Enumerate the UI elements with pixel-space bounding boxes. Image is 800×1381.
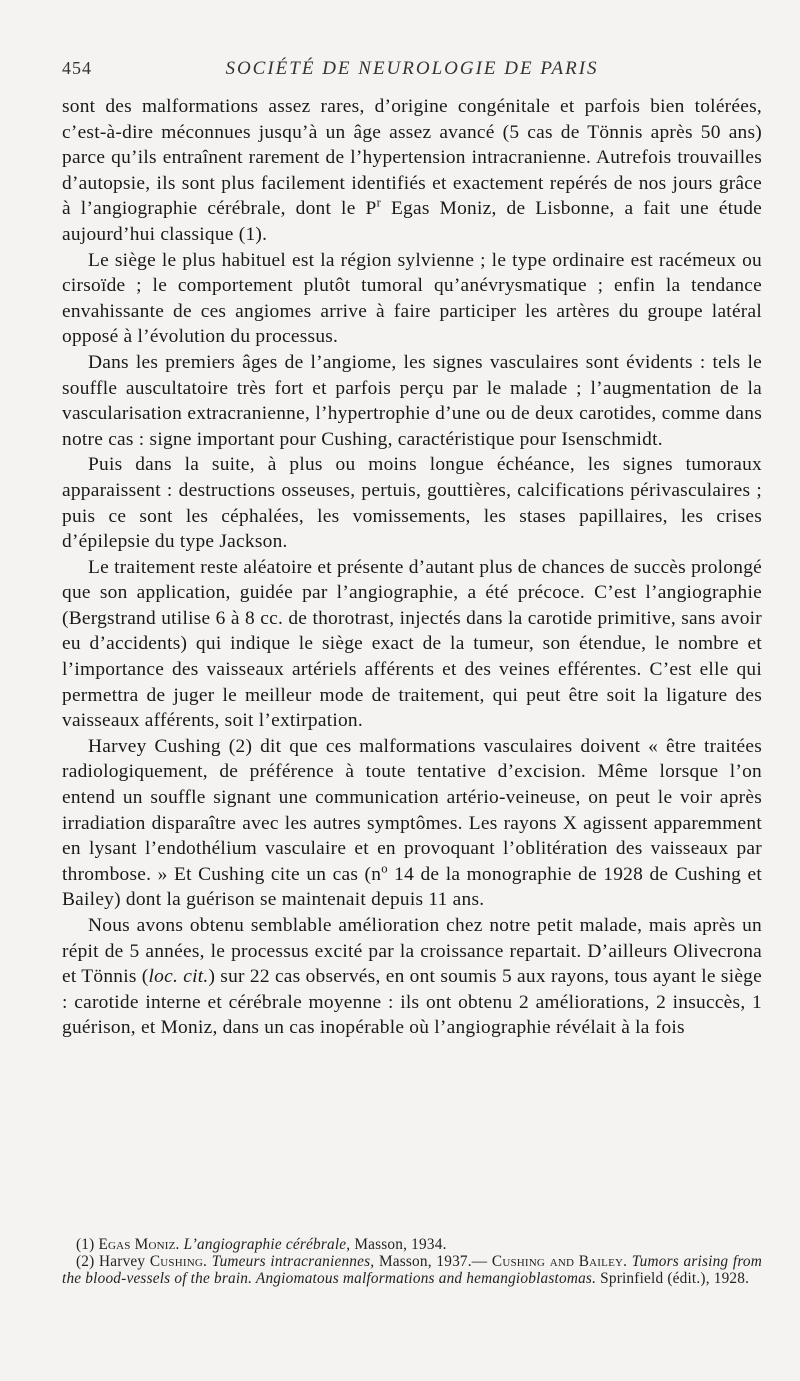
footnote-1: (1) Egas Moniz. L’angiographie cérébrale, Masson, 1934.	[76, 1236, 447, 1253]
paragraph-6: Harvey Cushing (2) dit que ces malformations vasculaires doivent « être traitées radiologiquement, de préférence à toute tentative d’excision. Même lorsque l’on entend un souffle signant une communication artério-veineuse, on peut le voir après irradiation disparaître avec les autres symptômes. Les rayons X agissent apparemment en lysant l’endothélium vasculaire et en provoquant l’oblitération des vaisseaux par thrombose. » Et Cushing cite un cas ($n^o$ 14 de la monographie de 1928 de Cushing et Bailey) dont la guérison se maintenait depuis 11 ans.	[62, 735, 762, 911]
paragraph-5: Le traitement reste aléatoire et présente d’autant plus de chances de succès prolongé que son application, guidée par l’angiographie, a été précoce. C’est l’angiographie (Bergstrand utilise 6 à 8 cc. de thorotrast, injectés dans la carotide primitive, sans avoir eu d’accidents) qui indique le siège exact de la tumeur, son étendue, le nombre et l’importance des vaisseaux artériels afférents et des veines efférentes. C’est elle qui permettra de juger le meilleur mode de traitement, qui peut être soit la ligature des vaisseaux afférents, soit l’extirpation.	[62, 556, 762, 732]
paragraph-2: Le siège le plus habituel est la région sylvienne ; le type ordinaire est racémeux ou cirsoïde ; le comportement plutôt tumoral qu’anévrysmatique ; enfin la tendance envahissante de ces angiomes arrive à faire participer les artères du groupe latéral opposé à l’évolution du processus.	[62, 249, 762, 348]
page-number: 454	[62, 58, 92, 78]
paragraph-4: Puis dans la suite, à plus ou moins longue échéance, les signes tumoraux apparaissent : destructions osseuses, pertuis, gouttières, calcifications périvasculaires ; puis ce sont les céphalées, les vomissements, les stases papillaires, les crises d’épilepsie du type Jackson.	[62, 454, 762, 553]
article-body	[62, 94, 762, 1041]
footnote-2: (2) Harvey Cushing. Tumeurs intracraniennes, Masson, 1937.— Cushing and Bailey. Tumors arising from the blood-vessels of the brain. Angiomatous malformations and hemangioblastomas. Sprinfield (édit.), 1928.	[62, 1252, 763, 1287]
footnotes	[62, 1237, 762, 1287]
paragraph-3: Dans les premiers âges de l’angiome, les signes vasculaires sont évidents : tels le souffle auscultatoire très fort et parfois perçu par le malade ; l’augmentation de la vascularisation extracranienne, l’hypertrophie d’une ou de deux carotides, comme dans notre cas : signe important pour Cushing, caractéristique pour Isenschmidt.	[62, 351, 762, 450]
paragraph-7: Nous avons obtenu semblable amélioration chez notre petit malade, mais après un répit de 5 années, le processus excité par la croissance repartait. D’ailleurs Olivecrona et Tönnis (loc. cit.) sur 22 cas observés, en ont soumis 5 aux rayons, tous ayant le siège : carotide interne et cérébrale moyenne : ils ont obtenu 2 améliorations, 2 insuccès, 1 guérison, et Moniz, dans un cas inopérable où l’angiographie révélait à la fois	[62, 915, 762, 1039]
paragraph-1: sont des malformations assez rares, d’origine congénitale et parfois bien tolérées, c’est-à-dire méconnues jusqu’à un âge assez avancé (5 cas de Tönnis après 50 ans) parce qu’ils entraînent rarement de l’hypertension intracranienne. Autrefois trouvailles d’autopsie, ils sont plus facilement identifiés et exactement repérés de nos jours grâce à l’angiographie cérébrale, dont le $P^r$ Egas Moniz, de Lisbonne, a fait une étude aujourd’hui classique (1).	[62, 96, 762, 245]
running-title: SOCIÉTÉ DE NEUROLOGIE DE PARIS	[225, 58, 599, 79]
page-header	[62, 58, 762, 84]
